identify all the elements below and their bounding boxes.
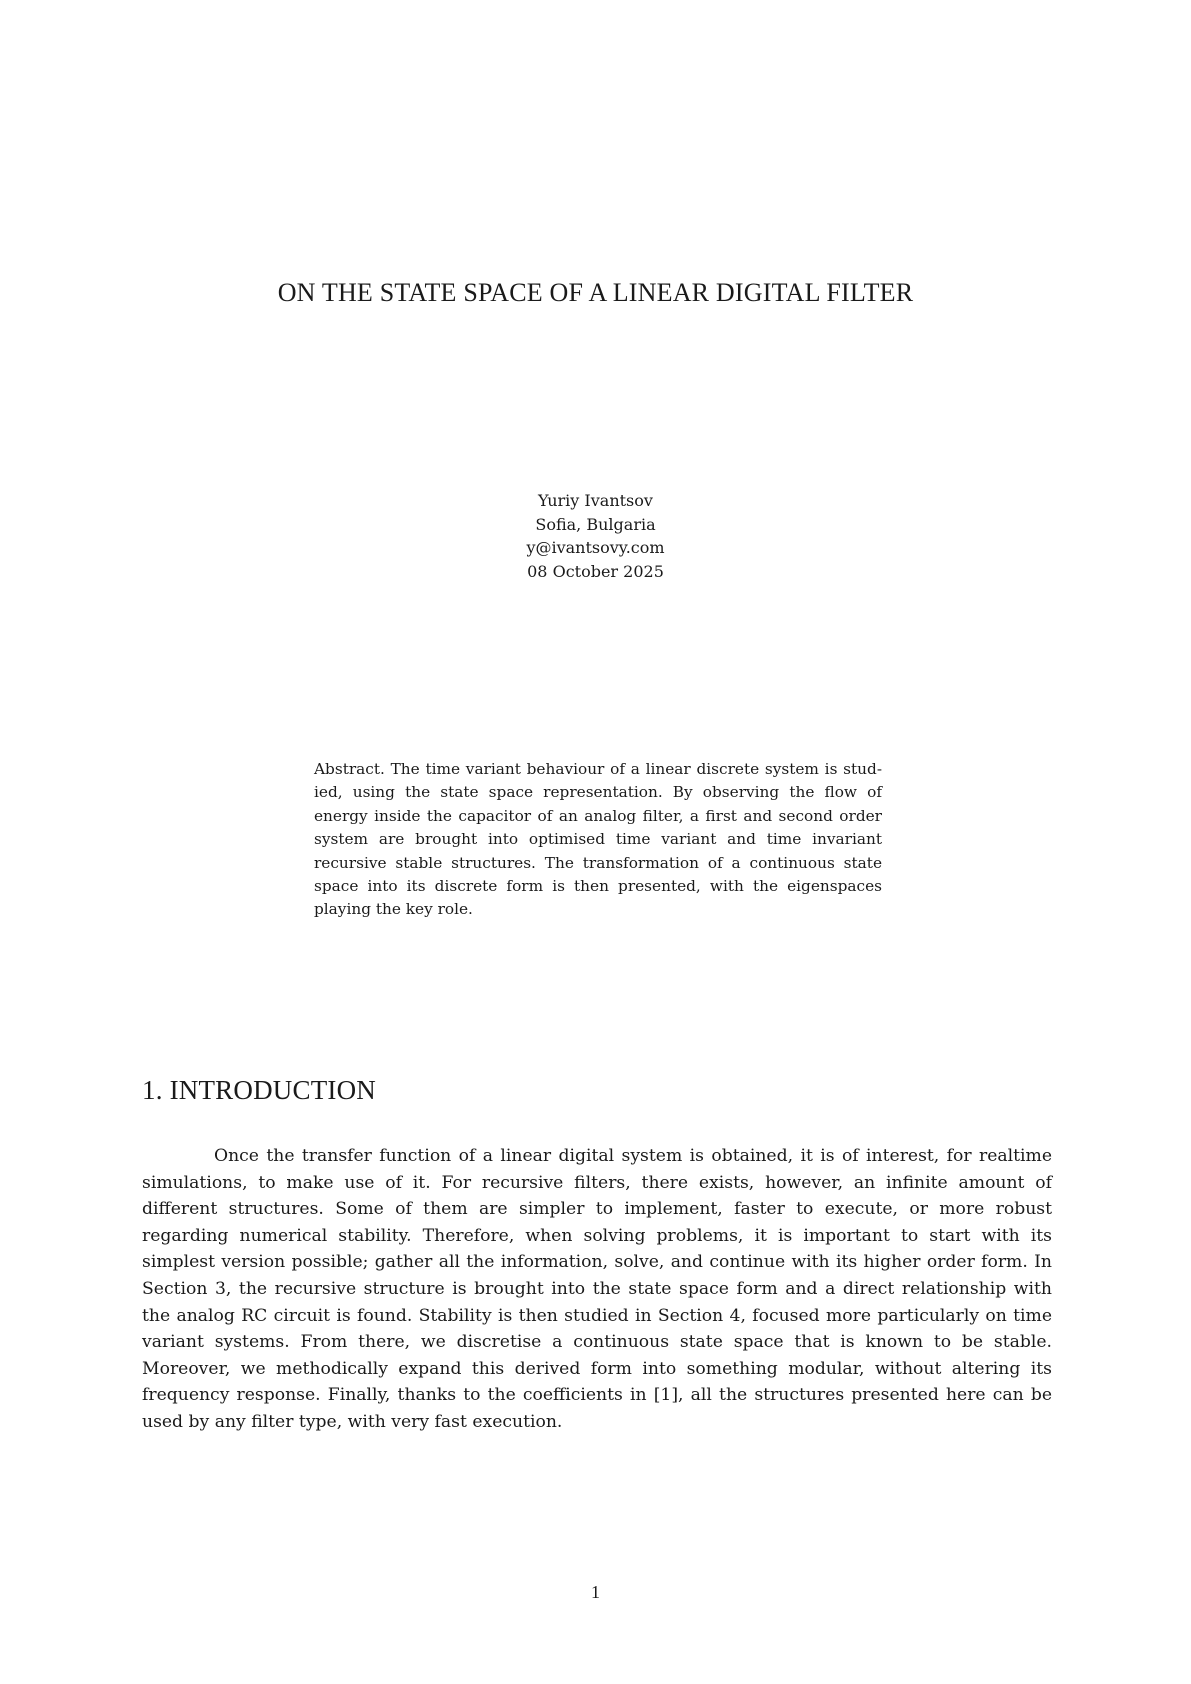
author-location: Sofia, Bulgaria — [535, 514, 656, 534]
paper-date: 08 October 2025 — [527, 561, 664, 581]
paper-title: ON THE STATE SPACE OF A LINEAR DIGITAL FILTER — [277, 278, 914, 307]
section-heading-introduction: 1. INTRODUCTION — [142, 1075, 376, 1105]
author-email[interactable]: y@ivantsovy.com — [526, 538, 665, 557]
abstract-paragraph: Abstract. The time variant behaviour of a linear discrete system is studied, using the state space representation. By observing the flow of energy inside the capacitor of an analog filter, a first and second order system are brought into optimised time variant and time invariant recursive stable structures. The transformation of a continuous state space into its discrete form is then presented, with the eigenspaces playing the key role. — [314, 760, 882, 919]
author-block — [0, 489, 1191, 583]
author-name: Yuriy Ivantsov — [538, 491, 653, 510]
introduction-paragraph: Once the transfer function of a linear digital system is obtained, it is of interest, for realtime simulations, to make use of it. For recursive filters, there exists, however, an infinite amount of different structures. Some of them are simpler to implement, faster to execute, or more robust regarding numerical stability. Therefore, when solving problems, it is important to start with its simplest version possible; gather all the information, solve, and continue with its higher order form. In Section 3, the recursive structure is brought into the state space form and a direct relationship with the analog RC circuit is found. Stability is then studied in Section 4, focused more particularly on time variant systems. From there, we discretise a continuous state space that is known to be stable. Moreover, we methodically expand this derived form into something modular, without altering its frequency response. Finally, thanks to the coefficients in [1], all the structures presented here can be used by any filter type, with very fast execution. — [142, 1146, 1052, 1432]
page-number: 1 — [591, 1582, 600, 1602]
